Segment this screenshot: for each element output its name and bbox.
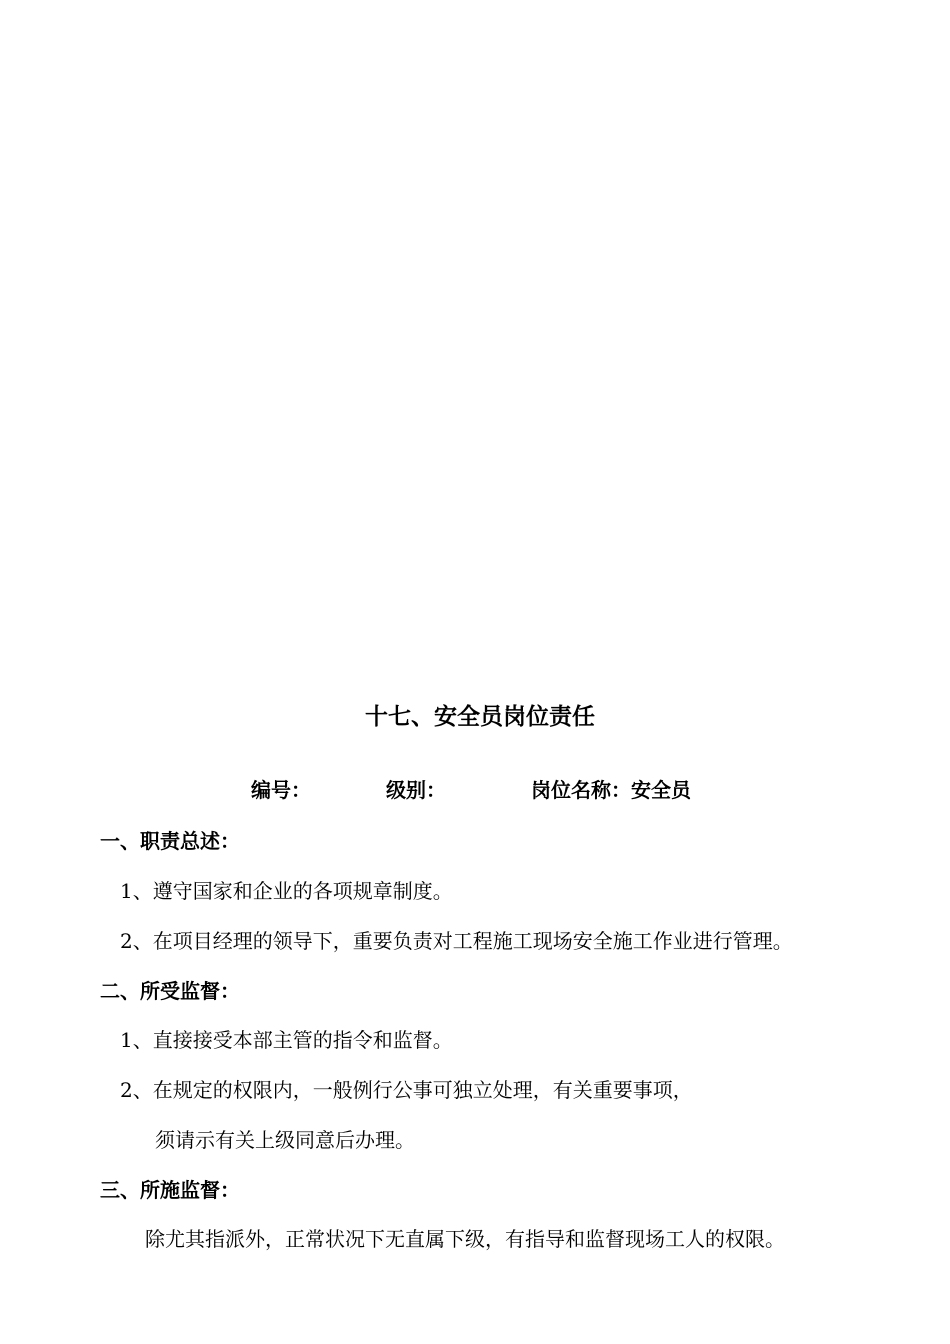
list-item-continuation: 须请示有关上级同意后办理。 (155, 1128, 415, 1152)
list-item: 2、在项目经理的领导下，重要负责对工程施工现场安全施工作业进行管理。 (120, 929, 793, 953)
level-label: 级别： (386, 778, 446, 802)
paragraph: 除尤其指派外，正常状况下无直属下级，有指导和监督现场工人的权限。 (145, 1227, 785, 1251)
section-heading-1 (100, 828, 240, 854)
list-item: 1、遵守国家和企业的各项规章制度。 (120, 879, 453, 903)
section-heading-2: 二、所受监督： (100, 979, 240, 1003)
page-title: 十七、安全员岗位责任 (365, 704, 595, 730)
list-item: 2、在规定的权限内，一般例行公事可独立处理，有关重要事项， (120, 1078, 693, 1102)
number-label: 编号： (251, 778, 311, 802)
section-heading-text: 一、职责总述： (100, 829, 240, 853)
list-item: 1、直接接受本部主管的指令和监督。 (120, 1028, 453, 1052)
section-heading-3: 三、所施监督： (100, 1178, 240, 1202)
meta-row (0, 777, 950, 805)
position-label: 岗位名称：安全员 (531, 778, 691, 802)
